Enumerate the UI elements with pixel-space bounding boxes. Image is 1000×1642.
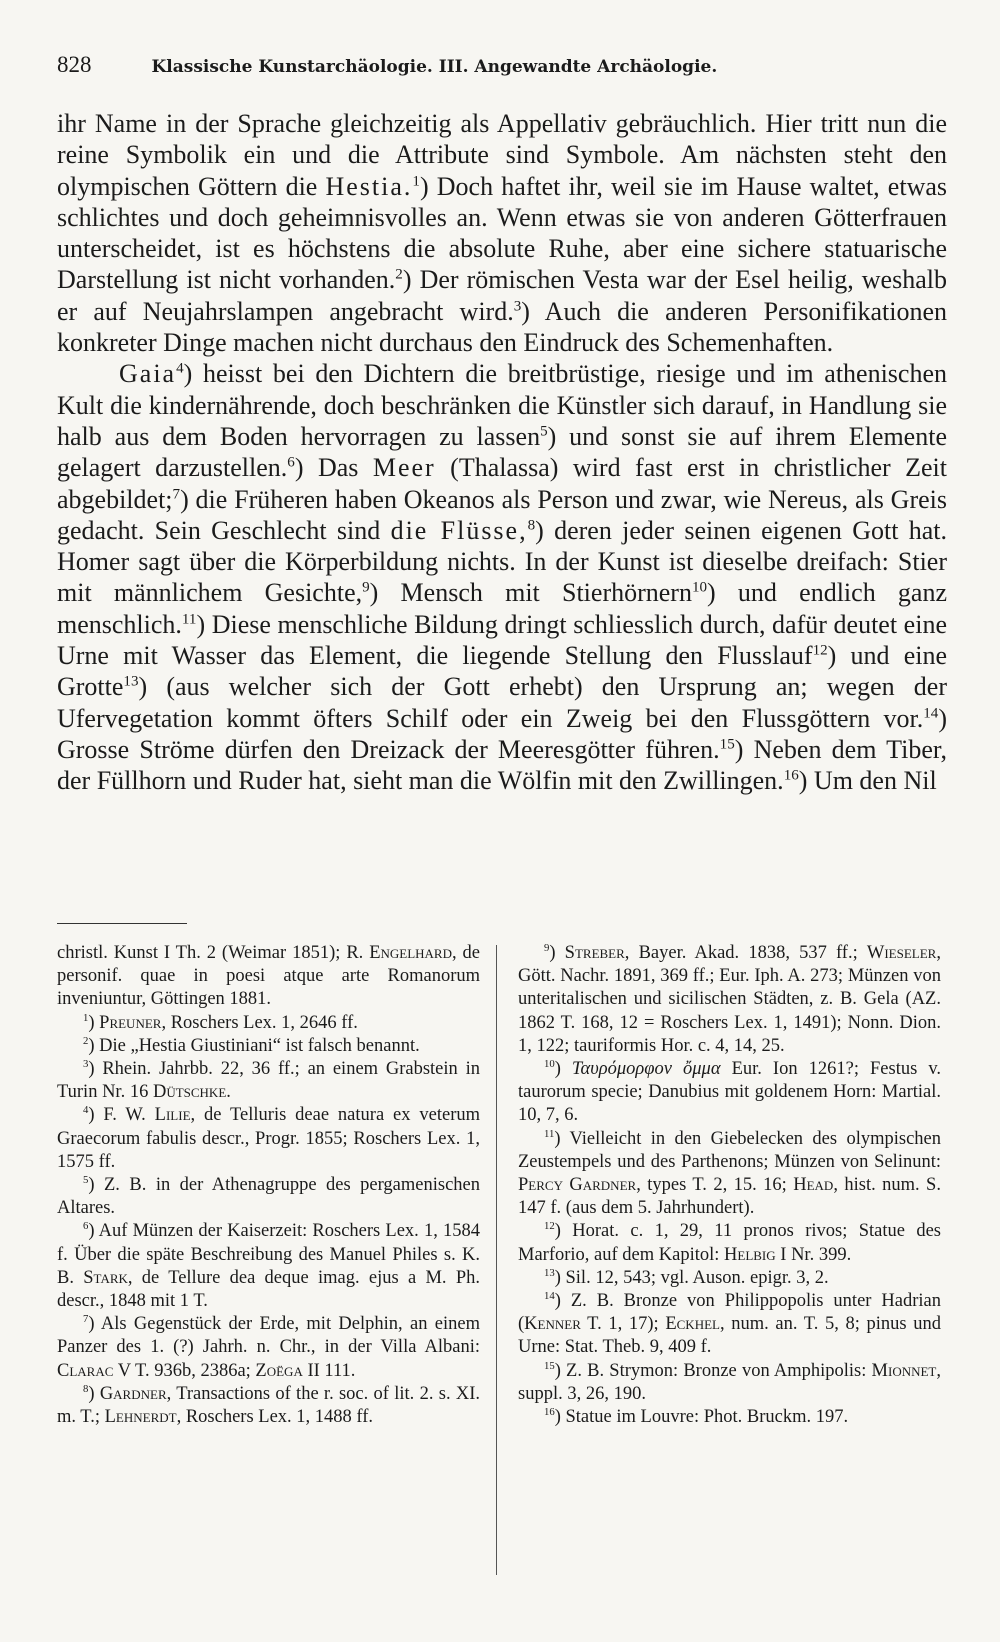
text-segment: ) Der römischen Vesta war der Esel heilig, weshalb er auf Neujahrslampen angebracht wird. — [57, 265, 947, 326]
footnote-ref-16[interactable]: 16 — [783, 767, 799, 784]
text-segment: ) Z. B. in der Athenagruppe des pergamenischen Altares. — [57, 1175, 480, 1219]
author-name: Zoëga — [255, 1360, 303, 1381]
text-segment: (Thalassa) wird fast erst in christlicher Zeit abgebildet; — [57, 453, 947, 514]
footnote-1: $^1$) Preuner, Roschers Lex. 1, 2646 ff. — [83, 1011, 358, 1033]
text-segment: ) Grosse Ströme dürfen den Dreizack der Meeresgötter führen. — [57, 703, 947, 764]
footnote-number: 8 — [83, 1382, 89, 1395]
footnote-number: 14 — [544, 1289, 555, 1302]
main-text — [57, 108, 947, 797]
author-name: Kenner — [524, 1314, 581, 1335]
text-segment: ) Diese menschliche Bildung dringt schliesslich durch, dafür deutet eine Urne mit Wasser das Element, die liegende Stellung den Flusslauf — [57, 609, 947, 671]
footnote-ref-13[interactable]: 13 — [123, 673, 139, 690]
paragraph-gaia — [57, 358, 947, 796]
footnote-number: 6 — [83, 1220, 89, 1233]
footnote-16 — [518, 1406, 941, 1429]
footnote-number: 4 — [83, 1104, 89, 1117]
footnote-number: 2 — [83, 1034, 89, 1047]
text-segment: , de Telluris deae natura ex veterum Graecorum fabulis descr., Progr. 1855; Roschers Lex. 1, 1575 ff. — [57, 1105, 480, 1172]
spaced-term-hestia: Hestia. — [325, 171, 413, 201]
footnote-ref-10[interactable]: 10 — [691, 579, 708, 596]
text-segment: II 111. — [302, 1360, 356, 1381]
footnote-number: 13 — [544, 1266, 555, 1279]
footnotes-left-column — [57, 942, 480, 1429]
footnote-10: $^{10}$) Ταυρόμορφον ὄμμα Eur. Ion 1261?; Festus v. taurorum specie; Danubius mit goldenem Horn: Martial. 10, 7, 6. — [518, 1057, 941, 1126]
footnote-number: 7 — [83, 1313, 89, 1326]
text-segment: ) die Früheren haben Okeanos als Person und zwar, wie Nereus, als Greis gedacht. Sein Geschlecht sind — [57, 484, 947, 545]
text-segment: ) (aus welcher sich der Gott erhebt) den Ursprung an; wegen der Ufervegetation kommt öfters Schilf oder ein Zweig bei den Flussgöttern vor. — [57, 672, 947, 733]
footnote-ref-3[interactable]: 3 — [513, 298, 522, 315]
text-segment: ) und sonst sie auf ihrem Elemente gelagert darzustellen. — [57, 421, 947, 483]
text-segment: ) Z. B. Strymon: Bronze von Amphipolis: — [554, 1360, 872, 1381]
footnote-ref-14[interactable]: 14 — [923, 704, 939, 721]
footnote-number: 16 — [544, 1405, 555, 1418]
author-name: Head — [793, 1175, 834, 1196]
running-header — [57, 52, 947, 78]
text-segment: ) Vielleicht in den Giebelecken des olympischen Zeustempels und des Parthenons; Münzen von Selinunt: — [518, 1128, 941, 1172]
text-segment: ) Mensch mit Stierhörnern — [369, 578, 692, 608]
footnote-continuation — [57, 942, 480, 1012]
author-name: Stark — [83, 1267, 128, 1288]
text-segment: , Bayer. Akad. 1838, 537 ff.; — [624, 943, 867, 963]
footnote-number: 12 — [544, 1220, 555, 1233]
footnotes-right-column — [518, 942, 941, 1429]
text-segment: , types T. 2, 15. 16; — [636, 1175, 794, 1196]
text-segment: V T. 936b, 2386a; — [113, 1360, 256, 1381]
text-segment: , suppl. 3, 26, 190. — [518, 1360, 941, 1404]
text-segment: ) Statue im Louvre: Phot. Bruckm. 197. — [554, 1407, 849, 1428]
footnote-14 — [518, 1290, 941, 1360]
footnote-ref-6[interactable]: 6 — [287, 454, 295, 471]
text-segment: ) deren jeder seinen eigenen Gott hat. Homer sagt über die Körperbildung nichts. In der Kunst ist dieselbe dreifach: Stier mit männlichem Gesichte, — [57, 515, 947, 608]
text-segment: , de Tellure dea deque imag. ejus a M. Ph. descr., 1848 mit 1 T. — [57, 1267, 480, 1312]
text-segment: , de personif. quae in poesi atque arte Romanorum inveniuntur, Göttingen 1881. — [57, 943, 481, 1010]
footnote-number: 5 — [83, 1173, 89, 1186]
footnote-number: 15 — [544, 1359, 555, 1372]
text-segment: I Nr. 399. — [775, 1244, 852, 1265]
text-segment: Eur. Ion 1261?; Festus v. taurorum specie; Danubius mit goldenem Horn: Martial. 10, 7, 6. — [518, 1059, 941, 1126]
author-name: Helbig — [724, 1244, 776, 1265]
spaced-term-gaia: Gaia — [119, 359, 177, 389]
text-segment: ) Als Gegenstück der Erde, mit Delphin, an einem Panzer des 1. (?) Jahrh. n. Chr., in der Villa Albani: — [57, 1314, 480, 1358]
text-segment: ) Die „Hestia Giustiniani“ ist falsch benannt. — [88, 1035, 420, 1056]
text-segment: , Transactions of the r. soc. of lit. 2. s. XI. m. T.; — [57, 1383, 480, 1428]
text-segment: ) heisst bei den Dichtern die breitbrüstige, riesige und im athenischen Kult die kindernährende, doch beschränken die Künstler sich darauf, in Handlung sie halb aus dem Boden hervorragen zu lassen — [57, 359, 947, 451]
text-segment: , hist. num. S. 147 f. (aus dem 5. Jahrhundert). — [518, 1175, 941, 1219]
text-segment: , Roschers Lex. 1, 2646 ff. — [161, 1012, 358, 1033]
footnote-ref-2[interactable]: 2 — [395, 266, 403, 283]
footnote-number: 10 — [544, 1057, 555, 1070]
author-name: Preuner — [99, 1012, 162, 1033]
footnote-ref-1[interactable]: 1 — [412, 172, 420, 189]
author-name: Streber — [564, 943, 625, 963]
column-divider — [496, 945, 497, 1575]
footnote-8: $^8$) Gardner, Transactions of the r. soc. of lit. 2. s. XI. m. T.; Lehnerdt, Roschers Lex. 1, 1488 ff. — [57, 1382, 480, 1428]
text-segment: ihr Name in der Sprache gleichzeitig als Appellativ gebräuchlich. Hier tritt nun die reine Symbolik ein und die Attribute sind Symbole. Am nächsten steht den olympischen Göttern die — [57, 109, 947, 201]
paragraph-hestia — [57, 108, 947, 358]
text-segment: , Roschers Lex. 1, 1488 ff. — [176, 1407, 374, 1428]
text-segment: T. 1, 17); — [580, 1314, 666, 1335]
greek-quote: Ταυρόμορφον ὄμμα — [571, 1059, 721, 1080]
footnote-ref-11[interactable]: 11 — [181, 611, 197, 628]
page-number: 828 — [57, 52, 92, 77]
text-segment: ) Auf Münzen der Kaiserzeit: Roschers Lex. 1, 1584 f. Über die späte Beschreibung des Manuel Philes s. K. B. — [57, 1221, 480, 1288]
text-segment: ) und endlich ganz menschlich. — [57, 578, 948, 639]
text-segment: ) Horat. c. 1, 29, 11 pronos rivos; Statue des Marforio, auf dem Kapitol: — [518, 1221, 941, 1265]
footnote-ref-7[interactable]: 7 — [172, 485, 181, 502]
text-segment: . — [226, 1082, 231, 1103]
footnote-number: 11 — [544, 1127, 555, 1140]
author-name: Eckhel — [665, 1314, 720, 1335]
text-segment: christl. Kunst I Th. 2 (Weimar 1851); — [57, 943, 347, 963]
footnote-number: 1 — [83, 1011, 89, 1024]
spaced-term-meer: Meer — [372, 453, 436, 483]
text-segment: ) Z. B. Bronze von Philippopolis unter Hadrian ( — [518, 1291, 941, 1335]
author-name: Lehnerdt — [104, 1407, 177, 1428]
footnote-2 — [57, 1035, 480, 1058]
footnote-15 — [518, 1360, 941, 1406]
text-segment: ) Auch die anderen Personifikationen konkreter Dinge machen nicht durchaus den Eindruck des Schemenhaften. — [57, 296, 947, 358]
text-segment: ) F. W. — [88, 1105, 155, 1126]
footnote-ref-15[interactable]: 15 — [719, 736, 735, 753]
footnote-4 — [57, 1104, 480, 1174]
footnote-7 — [57, 1313, 480, 1383]
footnote-5 — [57, 1174, 480, 1220]
footnote-12 — [518, 1220, 941, 1266]
author-name: Percy Gardner — [518, 1175, 637, 1196]
footnote-9: $^9$) Streber, Bayer. Akad. 1838, 537 ff.; Wieseler, Gött. Nachr. 1891, 369 ff.; Eur. Iph. A. 273; Münzen von unteritalischen und sicilischen Städten, z. B. Gela (AZ. 1862 T. 168, 12 = Roschers Lex. 1, 1491); Nonn. Dion. 1, 122; tauriformis Hor. c. 4, 14, 25. — [518, 941, 941, 1056]
footnote-ref-8[interactable]: 8 — [527, 517, 536, 534]
footnote-3 — [57, 1058, 480, 1104]
author-name: Gardner — [99, 1383, 167, 1404]
footnote-number: 9 — [544, 941, 550, 954]
text-segment: ) Das — [294, 453, 373, 483]
text-segment: ) Rhein. Jahrbb. 22, 36 ff.; an einem Grabstein in Turin Nr. 16 — [57, 1059, 480, 1103]
author-name: Wieseler — [866, 943, 937, 963]
footnote-11 — [518, 1128, 941, 1221]
author-name: Clarac — [57, 1360, 114, 1381]
footnote-ref-4[interactable]: 4 — [176, 360, 184, 377]
text-segment: , Gött. Nachr. 1891, 369 ff.; Eur. Iph. A. 273; Münzen von unteritalischen und sicilischen Städten, z. B. Gela (AZ. 1862 T. 168, 12 = Roschers Lex. 1, 1491); Nonn. Dion. 1, 122; tauriformis Hor. c. 4, 14, 25. — [518, 943, 941, 1056]
author-name: Mionnet — [871, 1360, 937, 1381]
footnote-ref-9[interactable]: 9 — [362, 579, 370, 596]
footnote-13 — [518, 1267, 941, 1290]
text-segment: ) und eine Grotte — [57, 641, 947, 702]
text-segment: ) Neben dem Tiber, der Füllhorn und Ruder hat, sieht man die Wölfin mit den Zwillingen. — [57, 734, 947, 796]
text-segment: ) Doch haftet ihr, weil sie im Hause waltet, etwas schlichtes und doch geheimnisvolles an. Wenn etwas sie von anderen Götterfrauen unterscheidet, ist es höchstens die absolute Ruhe, aber eine sichere statuarische Darstellung ist nicht vorhanden. — [57, 171, 948, 295]
footnote-ref-12[interactable]: 12 — [812, 642, 828, 659]
text-segment: , num. an. T. 5, 8; pinus und Urne: Stat. Theb. 9, 409 f. — [518, 1314, 941, 1358]
running-title: Klassische Kunstarchäologie. III. Angewandte Archäologie. — [151, 57, 718, 77]
footnote-ref-5[interactable]: 5 — [540, 423, 548, 440]
text-segment: ) Um den Nil — [798, 766, 937, 796]
author-name: Dütschke — [152, 1082, 227, 1103]
spaced-term-fluesse: die Flüsse, — [390, 515, 528, 545]
author-name: R. Engelhard — [346, 943, 452, 963]
footnote-number: 3 — [83, 1057, 89, 1070]
author-name: Lilie — [154, 1105, 191, 1126]
footnote-6 — [57, 1220, 480, 1313]
text-segment: ) Sil. 12, 543; vgl. Auson. epigr. 3, 2. — [554, 1267, 829, 1288]
footnote-separator — [57, 923, 187, 924]
